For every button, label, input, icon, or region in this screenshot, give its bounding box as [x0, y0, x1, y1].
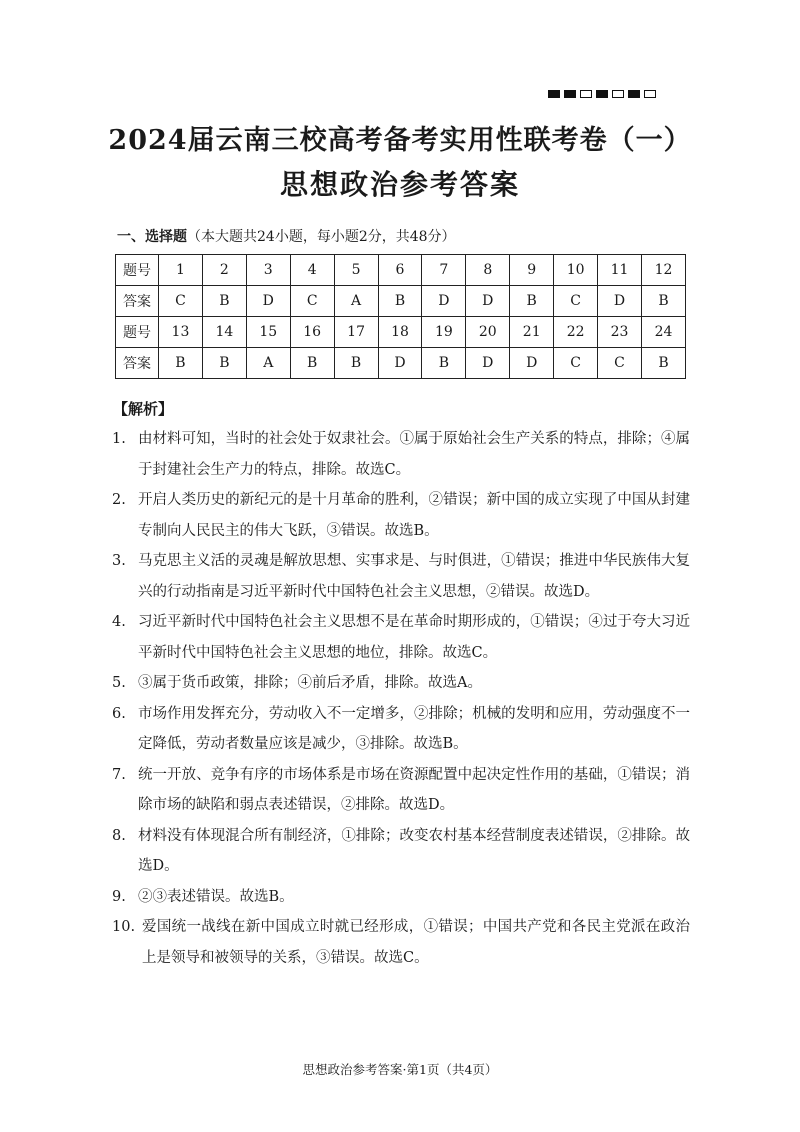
row-label: 答案 — [116, 286, 159, 317]
table-cell: 17 — [334, 317, 378, 348]
table-cell: D — [466, 286, 510, 317]
exam-title: 2024届云南三校高考备考实用性联考卷（一） — [108, 125, 692, 156]
table-cell: B — [159, 348, 203, 379]
table-cell: 11 — [598, 255, 642, 286]
page-footer: 思想政治参考答案·第1页（共4页） — [302, 1062, 498, 1077]
item-number: 2. — [112, 492, 126, 508]
section-title: 一、选择题 — [117, 229, 187, 245]
table-cell: 19 — [422, 317, 466, 348]
table-cell: 21 — [510, 317, 554, 348]
table-cell: D — [422, 286, 466, 317]
item-text: 统一开放、竞争有序的市场体系是市场在资源配置中起决定性作用的基础，①错误；消除市场的缺陷和弱点表述错误，②排除。故选D。 — [138, 766, 690, 813]
table-cell: C — [598, 348, 642, 379]
table-cell: 1 — [159, 255, 203, 286]
list-item — [112, 607, 690, 668]
table-cell: C — [290, 286, 334, 317]
table-cell: B — [422, 348, 466, 379]
table-cell: 10 — [554, 255, 598, 286]
section-note: （本大题共24小题，每小题2分，共48分） — [187, 229, 456, 245]
item-number: 1. — [112, 431, 126, 447]
table-cell: A — [334, 286, 378, 317]
table-cell: 4 — [290, 255, 334, 286]
table-cell: B — [202, 286, 246, 317]
item-number: 10. — [112, 919, 136, 935]
table-cell: D — [246, 286, 290, 317]
exam-subtitle: 思想政治参考答案 — [279, 168, 520, 201]
table-cell: B — [290, 348, 334, 379]
table-cell: B — [510, 286, 554, 317]
table-cell: 8 — [466, 255, 510, 286]
table-cell: 24 — [641, 317, 685, 348]
table-cell: 12 — [641, 255, 685, 286]
table-cell: 15 — [246, 317, 290, 348]
list-item — [112, 546, 690, 607]
list-item — [112, 821, 690, 882]
item-text: 由材料可知，当时的社会处于奴隶社会。①属于原始社会生产关系的特点，排除；④属于封建社会生产力的特点，排除。故选C。 — [138, 431, 690, 478]
list-item — [112, 424, 690, 485]
table-cell: 2 — [202, 255, 246, 286]
row-label: 答案 — [116, 348, 159, 379]
item-number: 4. — [112, 614, 126, 630]
item-number: 8. — [112, 827, 126, 844]
list-item — [112, 485, 690, 546]
table-cell: B — [641, 348, 685, 379]
item-text: 开启人类历史的新纪元的是十月革命的胜利，②错误；新中国的成立实现了中国从封建专制向人民民主的伟大飞跃，③错误。故选B。 — [138, 492, 690, 539]
item-number: 7. — [112, 766, 126, 783]
list-item — [112, 699, 690, 760]
filled-square-mark — [564, 90, 576, 98]
list-item — [112, 668, 690, 699]
table-cell: C — [159, 286, 203, 317]
table-cell: 22 — [554, 317, 598, 348]
item-text: 马克思主义活的灵魂是解放思想、实事求是、与时俱进，①错误；推进中华民族伟大复兴的行动指南是习近平新时代中国特色社会主义思想，②错误。故选D。 — [138, 553, 690, 600]
analysis-list — [112, 424, 690, 973]
table-cell: C — [554, 348, 598, 379]
table-cell: D — [378, 348, 422, 379]
table-cell: 9 — [510, 255, 554, 286]
row-label: 题号 — [116, 317, 159, 348]
item-number: 9. — [112, 888, 126, 905]
table-cell: C — [554, 286, 598, 317]
table-cell: 13 — [159, 317, 203, 348]
table-cell: B — [334, 348, 378, 379]
table-row — [116, 348, 686, 379]
corner-marks — [548, 90, 656, 98]
table-cell: 3 — [246, 255, 290, 286]
item-number: 5. — [112, 675, 126, 691]
table-cell: D — [510, 348, 554, 379]
table-cell: A — [246, 348, 290, 379]
table-cell: 5 — [334, 255, 378, 286]
filled-square-mark — [628, 90, 640, 98]
filled-square-mark — [596, 90, 608, 98]
list-item — [112, 882, 690, 913]
row-label: 题号 — [116, 255, 159, 286]
table-cell: 18 — [378, 317, 422, 348]
analysis-heading: 【解析】 — [113, 400, 174, 418]
item-text: 爱国统一战线在新中国成立时就已经形成，①错误；中国共产党和各民主党派在政治上是领导和被领导的关系，③错误。故选C。 — [142, 919, 690, 966]
section-heading — [117, 226, 456, 246]
answer-table — [115, 254, 686, 379]
item-text: 材料没有体现混合所有制经济，①排除；改变农村基本经营制度表述错误，②排除。故选D。 — [138, 827, 690, 874]
table-cell: 6 — [378, 255, 422, 286]
table-cell: B — [378, 286, 422, 317]
table-cell: 14 — [202, 317, 246, 348]
item-text: ③属于货币政策，排除；④前后矛盾，排除。故选A。 — [138, 675, 482, 691]
item-text: 市场作用发挥充分，劳动收入不一定增多，②排除；机械的发明和应用，劳动强度不一定降低，劳动者数量应该是减少，③排除。故选B。 — [138, 705, 690, 752]
table-cell: 7 — [422, 255, 466, 286]
empty-square-mark — [580, 90, 592, 98]
item-number: 6. — [112, 705, 126, 722]
table-cell: 16 — [290, 317, 334, 348]
item-text: ②③表述错误。故选B。 — [138, 888, 294, 905]
filled-square-mark — [548, 90, 560, 98]
empty-square-mark — [644, 90, 656, 98]
table-row — [116, 317, 686, 348]
empty-square-mark — [612, 90, 624, 98]
list-item — [112, 760, 690, 821]
table-cell: D — [598, 286, 642, 317]
table-row — [116, 286, 686, 317]
item-text: 习近平新时代中国特色社会主义思想不是在革命时期形成的，①错误；④过于夸大习近平新时代中国特色社会主义思想的地位，排除。故选C。 — [138, 614, 690, 661]
table-row — [116, 255, 686, 286]
list-item — [112, 912, 690, 973]
table-cell: B — [202, 348, 246, 379]
table-cell: 23 — [598, 317, 642, 348]
table-cell: D — [466, 348, 510, 379]
item-number: 3. — [112, 553, 126, 569]
table-cell: 20 — [466, 317, 510, 348]
table-cell: B — [641, 286, 685, 317]
